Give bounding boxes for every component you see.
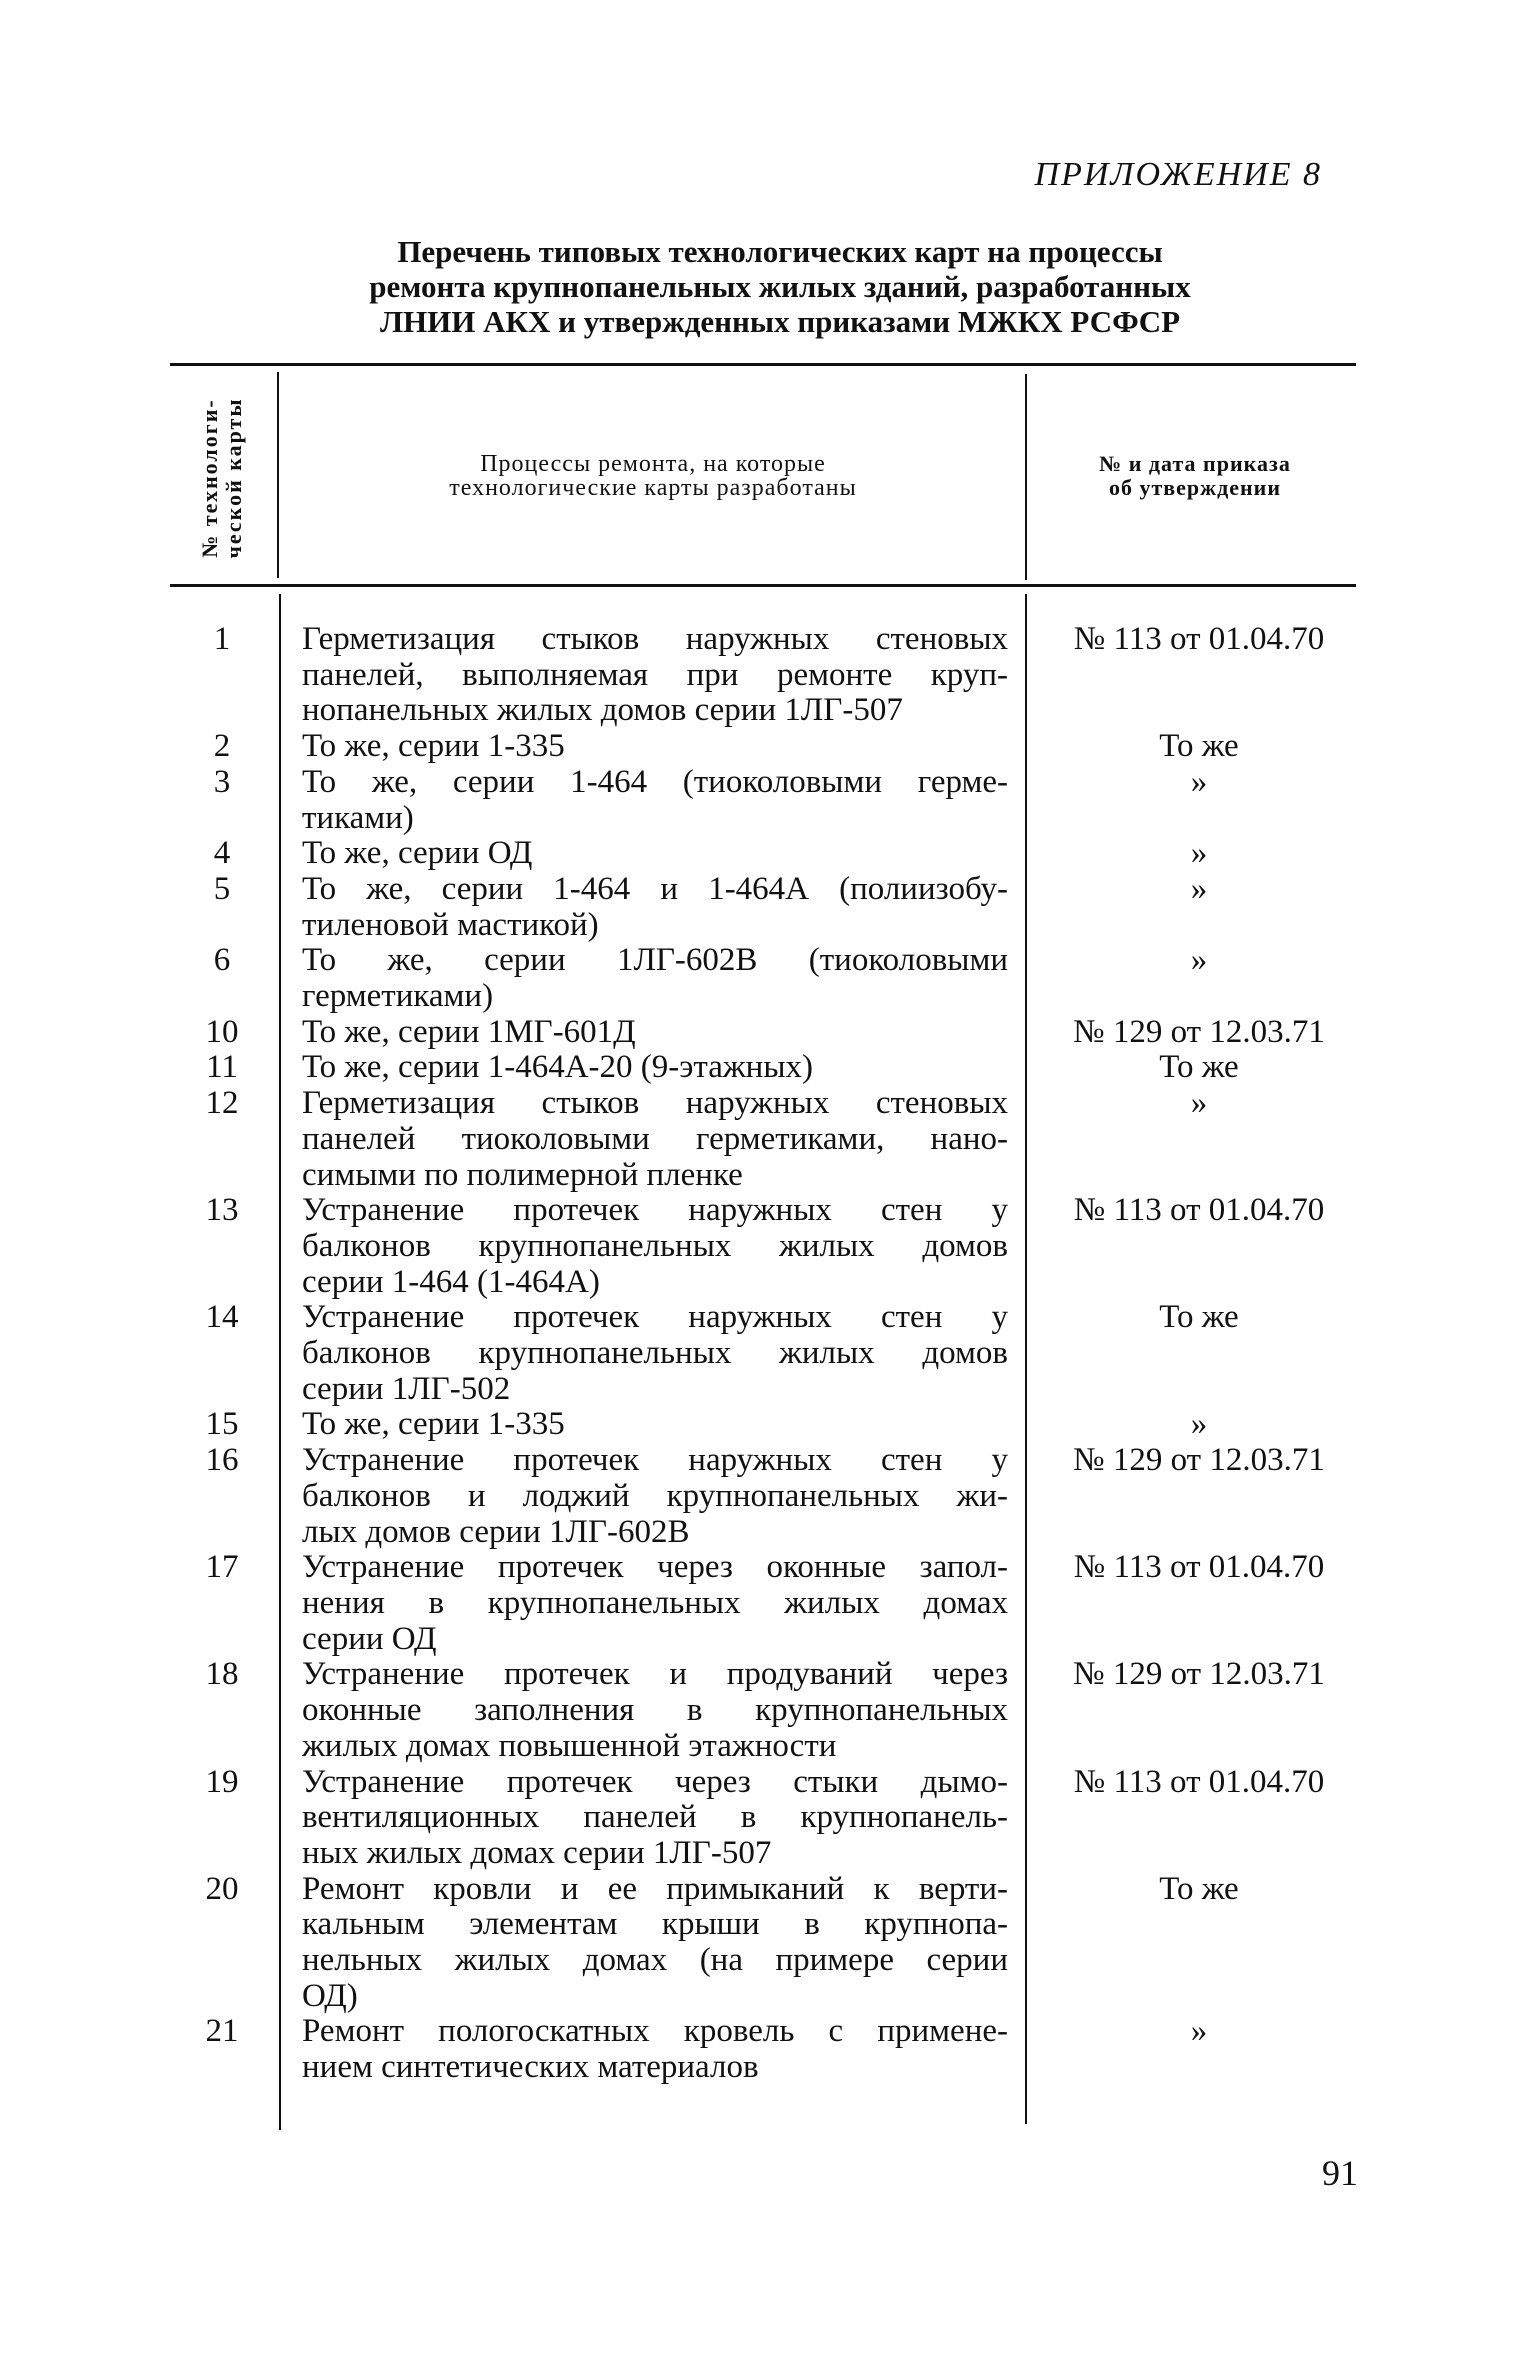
card-number: 13 [205, 1192, 239, 1229]
description-line: симыми по полимерной пленке [302, 1156, 743, 1193]
process-description [302, 1193, 1008, 1300]
order-reference: То же [1159, 1049, 1239, 1086]
description-line: ных жилых домах серии 1ЛГ-507 [302, 1834, 772, 1871]
header-text: об утверждении [1108, 475, 1282, 500]
description-line: кальным элементам крыши в крупнопа- [302, 1906, 1008, 1943]
table-row [170, 943, 1356, 1014]
process-description [302, 1872, 1008, 2015]
card-number: 14 [205, 1299, 239, 1336]
header-divider [1025, 374, 1027, 580]
description-line: То же, серии 1-335 [302, 728, 565, 765]
description-line: Устранение протечек наружных стен у [302, 1299, 1008, 1336]
description-line: То же, серии 1МГ-601Д [302, 1013, 636, 1050]
process-description [302, 836, 1008, 872]
description-line: тиленовой мастикой) [302, 906, 599, 943]
table-row [170, 622, 1356, 729]
card-number: 10 [205, 1013, 239, 1050]
header-divider [277, 372, 279, 578]
description-line: То же, серии 1ЛГ-602В (тиоколовыми [302, 942, 1008, 979]
description-line: лых домов серии 1ЛГ-602В [302, 1513, 690, 1550]
description-line: нельных жилых домах (на примере серии [302, 1942, 1008, 1979]
card-number: 16 [205, 1442, 239, 1479]
page-number: 91 [1322, 2153, 1358, 2193]
card-number: 4 [213, 835, 231, 872]
card-number: 1 [213, 621, 231, 657]
table-row [170, 1657, 1356, 1764]
description-line: панелей тиоколовыми герметиками, нано- [302, 1120, 1008, 1157]
process-description [302, 872, 1008, 943]
description-line: балконов и лоджий крупнопанельных жи- [302, 1477, 1008, 1514]
description-line: Устранение протечек через стыки дымо- [302, 1763, 1008, 1800]
card-number: 12 [205, 1085, 239, 1122]
order-reference: » [1190, 763, 1208, 800]
card-number: 5 [213, 870, 231, 907]
header-text: № и дата приказа [1099, 451, 1291, 476]
order-reference: То же [1159, 1870, 1239, 1907]
card-number: 19 [205, 1763, 239, 1800]
order-reference: » [1190, 835, 1208, 872]
card-number: 18 [205, 1656, 239, 1693]
description-line: серии 1-464 (1-464А) [302, 1263, 600, 1300]
process-description [302, 1086, 1008, 1193]
description-line: жилых домах повышенной этажности [302, 1727, 837, 1764]
table-row [170, 872, 1356, 943]
order-reference: № 129 от 12.03.71 [1073, 1442, 1325, 1479]
description-line: Герметизация стыков наружных стеновых [302, 1085, 1008, 1122]
process-description [302, 2014, 1008, 2085]
table-row [170, 765, 1356, 836]
process-description [302, 1550, 1008, 1657]
description-line: Герметизация стыков наружных стеновых [302, 621, 1008, 657]
table-row [170, 1193, 1356, 1300]
description-line: серии ОД [302, 1620, 437, 1657]
process-description [302, 1300, 1008, 1407]
description-line: нопанельных жилых домов серии 1ЛГ-507 [302, 692, 903, 729]
document-title [250, 234, 1310, 339]
title-line: Перечень типовых технологических карт на процессы [397, 234, 1163, 269]
order-reference: » [1190, 1085, 1208, 1122]
header-order [1034, 452, 1356, 500]
table-row [170, 1015, 1356, 1051]
order-reference: То же [1159, 728, 1239, 765]
process-description [302, 765, 1008, 836]
header-text: технологические карты разработаны [449, 475, 857, 501]
header-processes [290, 452, 1016, 500]
order-reference: » [1190, 1406, 1208, 1443]
card-number: 6 [213, 942, 231, 979]
description-line: Устранение протечек наружных стен у [302, 1192, 1008, 1229]
table-row [170, 1407, 1356, 1443]
title-line: ремонта крупнопанельных жилых зданий, разработанных [369, 269, 1191, 304]
description-line: Устранение протечек и продуваний через [302, 1656, 1008, 1693]
order-reference: № 113 от 01.04.70 [1073, 1192, 1325, 1229]
description-line: Устранение протечек через оконные запол- [302, 1549, 1008, 1586]
order-reference: № 129 от 12.03.71 [1073, 1656, 1325, 1693]
description-line: балконов крупнопанельных жилых домов [302, 1335, 1008, 1372]
header-text: № технологи- [197, 398, 222, 558]
process-description [302, 943, 1008, 1014]
table-row [170, 1550, 1356, 1657]
card-number: 21 [205, 2013, 239, 2050]
order-reference: № 129 от 12.03.71 [1073, 1013, 1325, 1050]
process-description [302, 1657, 1008, 1764]
table-row [170, 1086, 1356, 1193]
table-row [170, 1443, 1356, 1550]
process-description [302, 1050, 1008, 1086]
table-body [170, 622, 1356, 2086]
header-text: ческой карты [221, 397, 246, 559]
description-line: ОД) [302, 1977, 358, 2014]
description-line: оконные заполнения в крупнопанельных [302, 1692, 1008, 1729]
card-number: 17 [205, 1549, 239, 1586]
card-number: 20 [205, 1870, 239, 1907]
order-reference: » [1190, 942, 1208, 979]
description-line: тиками) [302, 799, 414, 836]
description-line: нения в крупнопанельных жилых домах [302, 1584, 1008, 1621]
card-number: 11 [206, 1049, 238, 1086]
description-line: Ремонт кровли и ее примыканий к верти- [302, 1870, 1008, 1907]
description-line: То же, серии 1-335 [302, 1406, 565, 1443]
description-line: герметиками) [302, 978, 494, 1015]
table-row [170, 1050, 1356, 1086]
description-line: вентиляционных панелей в крупнопанель- [302, 1799, 1008, 1836]
order-reference: № 113 от 01.04.70 [1073, 1549, 1325, 1586]
order-reference: » [1190, 2013, 1208, 2050]
table-row [170, 1300, 1356, 1407]
description-line: серии 1ЛГ-502 [302, 1370, 511, 1407]
process-description [302, 622, 1008, 729]
process-description [302, 1015, 1008, 1051]
title-line: ЛНИИ АКХ и утвержденных приказами МЖКХ РСФСР [379, 304, 1181, 339]
description-line: балконов крупнопанельных жилых домов [302, 1227, 1008, 1264]
table-header-rule [170, 584, 1356, 587]
process-description [302, 1407, 1008, 1443]
card-number: 3 [213, 763, 231, 800]
description-line: Устранение протечек наружных стен у [302, 1442, 1008, 1479]
table-row [170, 1765, 1356, 1872]
order-reference: № 113 от 01.04.70 [1073, 1763, 1325, 1800]
table-row [170, 2014, 1356, 2085]
table-row [170, 836, 1356, 872]
description-line: Ремонт пологоскатных кровель с примене- [302, 2013, 1008, 2050]
order-reference: » [1190, 870, 1208, 907]
order-reference: № 113 от 01.04.70 [1073, 621, 1325, 657]
header-card-number [170, 378, 274, 578]
description-line: То же, серии 1-464А-20 (9-этажных) [302, 1049, 814, 1086]
appendix-label: ПРИЛОЖЕНИЕ 8 [1034, 156, 1322, 193]
description-line: То же, серии 1-464 и 1-464А (полиизобу- [302, 870, 1008, 907]
card-number: 2 [213, 728, 231, 765]
process-description [302, 1443, 1008, 1550]
description-line: нием синтетических материалов [302, 2049, 759, 2086]
description-line: панелей, выполняемая при ремонте круп- [302, 656, 1008, 693]
table-row [170, 1872, 1356, 2015]
header-text: Процессы ремонта, на которые [480, 451, 826, 477]
process-description [302, 1765, 1008, 1872]
order-reference: То же [1159, 1299, 1239, 1336]
description-line: То же, серии ОД [302, 835, 533, 872]
description-line: То же, серии 1-464 (тиоколовыми герме- [302, 763, 1008, 800]
process-description [302, 729, 1008, 765]
table-top-rule [170, 363, 1356, 366]
card-number: 15 [205, 1406, 239, 1443]
table-row [170, 729, 1356, 765]
